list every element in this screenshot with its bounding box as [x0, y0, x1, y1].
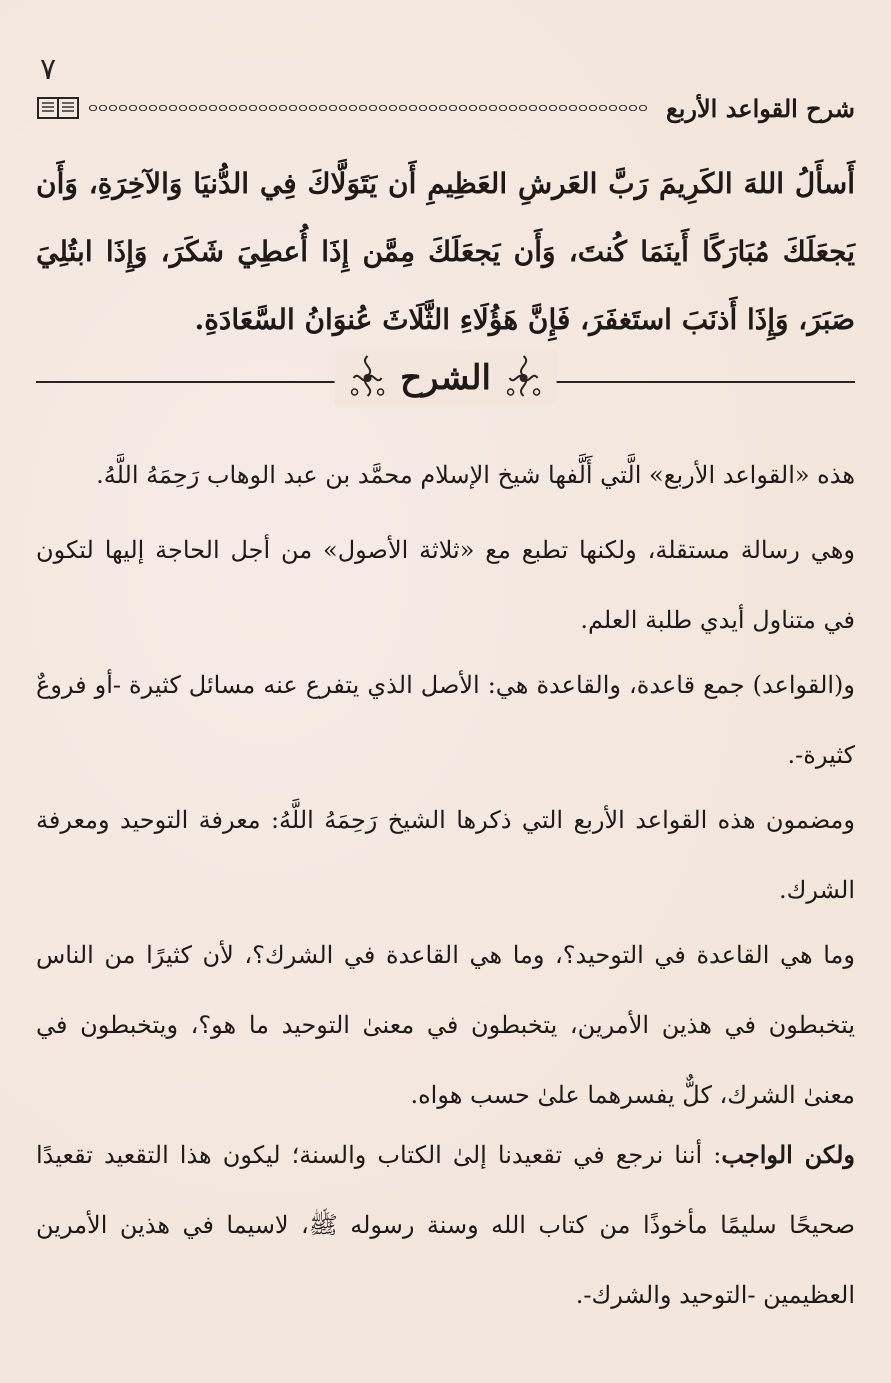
header-title: شرح القواعد الأربع — [665, 93, 855, 123]
paragraph-1: هذه «القواعد الأربع» الَّتي أَلَّفها شيخ الإسلام محمَّد بن عبد الوهاب رَحِمَهُ اللَّهُ. — [96, 461, 855, 489]
paragraph-3: و(القواعد) جمع قاعدة، والقاعدة هي: الأصل الذي يتفرع عنه مسائل كثيرة -أو فروعٌ كثيرة-. — [36, 671, 855, 769]
running-header — [36, 90, 855, 126]
right-ornament-icon — [505, 352, 543, 404]
matn-text: أَسأَلُ اللهَ الكَرِيمَ رَبَّ العَرشِ العَظِيمِ أَن يَتَوَلَّاكَ فِي الدُّنيَا وَالآخِرَةِ، وَأَن يَجعَلَكَ مُبَارَكًا أَينَمَا كُنتَ، وَأَن يَجعَلَكَ مِمَّن إِذَا أُعطِيَ شَكَرَ، وَإِذَا ابتُلِيَ صَبَرَ، وَإِذَا أَذنَبَ استَغفَرَ، فَإِنَّ هَؤُلَاءِ الثَّلَاثَ عُنوَانُ السَّعَادَةِ. — [36, 167, 855, 336]
section-title-box — [334, 350, 557, 406]
section-title: الشرح — [400, 358, 491, 398]
header-chain-ornament — [88, 101, 648, 115]
paragraph-6-lead: ولكن الواجب — [721, 1140, 855, 1169]
paragraph-6 — [36, 1120, 855, 1330]
left-ornament-icon — [348, 352, 386, 404]
paragraph-2: وهي رسالة مستقلة، ولكنها تطبع مع «ثلاثة الأصول» من أجل الحاجة إليها لتكون في متناول أيدي طلبة العلم. — [36, 536, 855, 634]
paragraph-5: وما هي القاعدة في التوحيد؟، وما هي القاعدة في الشرك؟، لأن كثيرًا من الناس يتخبطون في هذين الأمرين، يتخبطون في معنىٰ التوحيد ما هو؟، ويتخبطون في معنىٰ الشرك، كلٌّ يفسرهما علىٰ حسب هواه. — [36, 941, 855, 1109]
paragraph-6-rest: : أننا نرجع في تقعيدنا إلىٰ الكتاب والسنة؛ ليكون هذا التقعيد تقعيدًا صحيحًا سليمًا مأخوذًا من كتاب الله وسنة رسوله ﷺ، لاسيما في هذين الأمرين العظيمين -التوحيد والشرك-. — [36, 1141, 855, 1309]
page-number: ٧ — [40, 52, 57, 87]
open-book-icon — [36, 95, 80, 121]
section-heading — [36, 350, 855, 406]
paragraph-4: ومضمون هذه القواعد الأربع التي ذكرها الشيخ رَحِمَهُ اللَّهُ: معرفة التوحيد ومعرفة الشرك. — [36, 806, 856, 904]
